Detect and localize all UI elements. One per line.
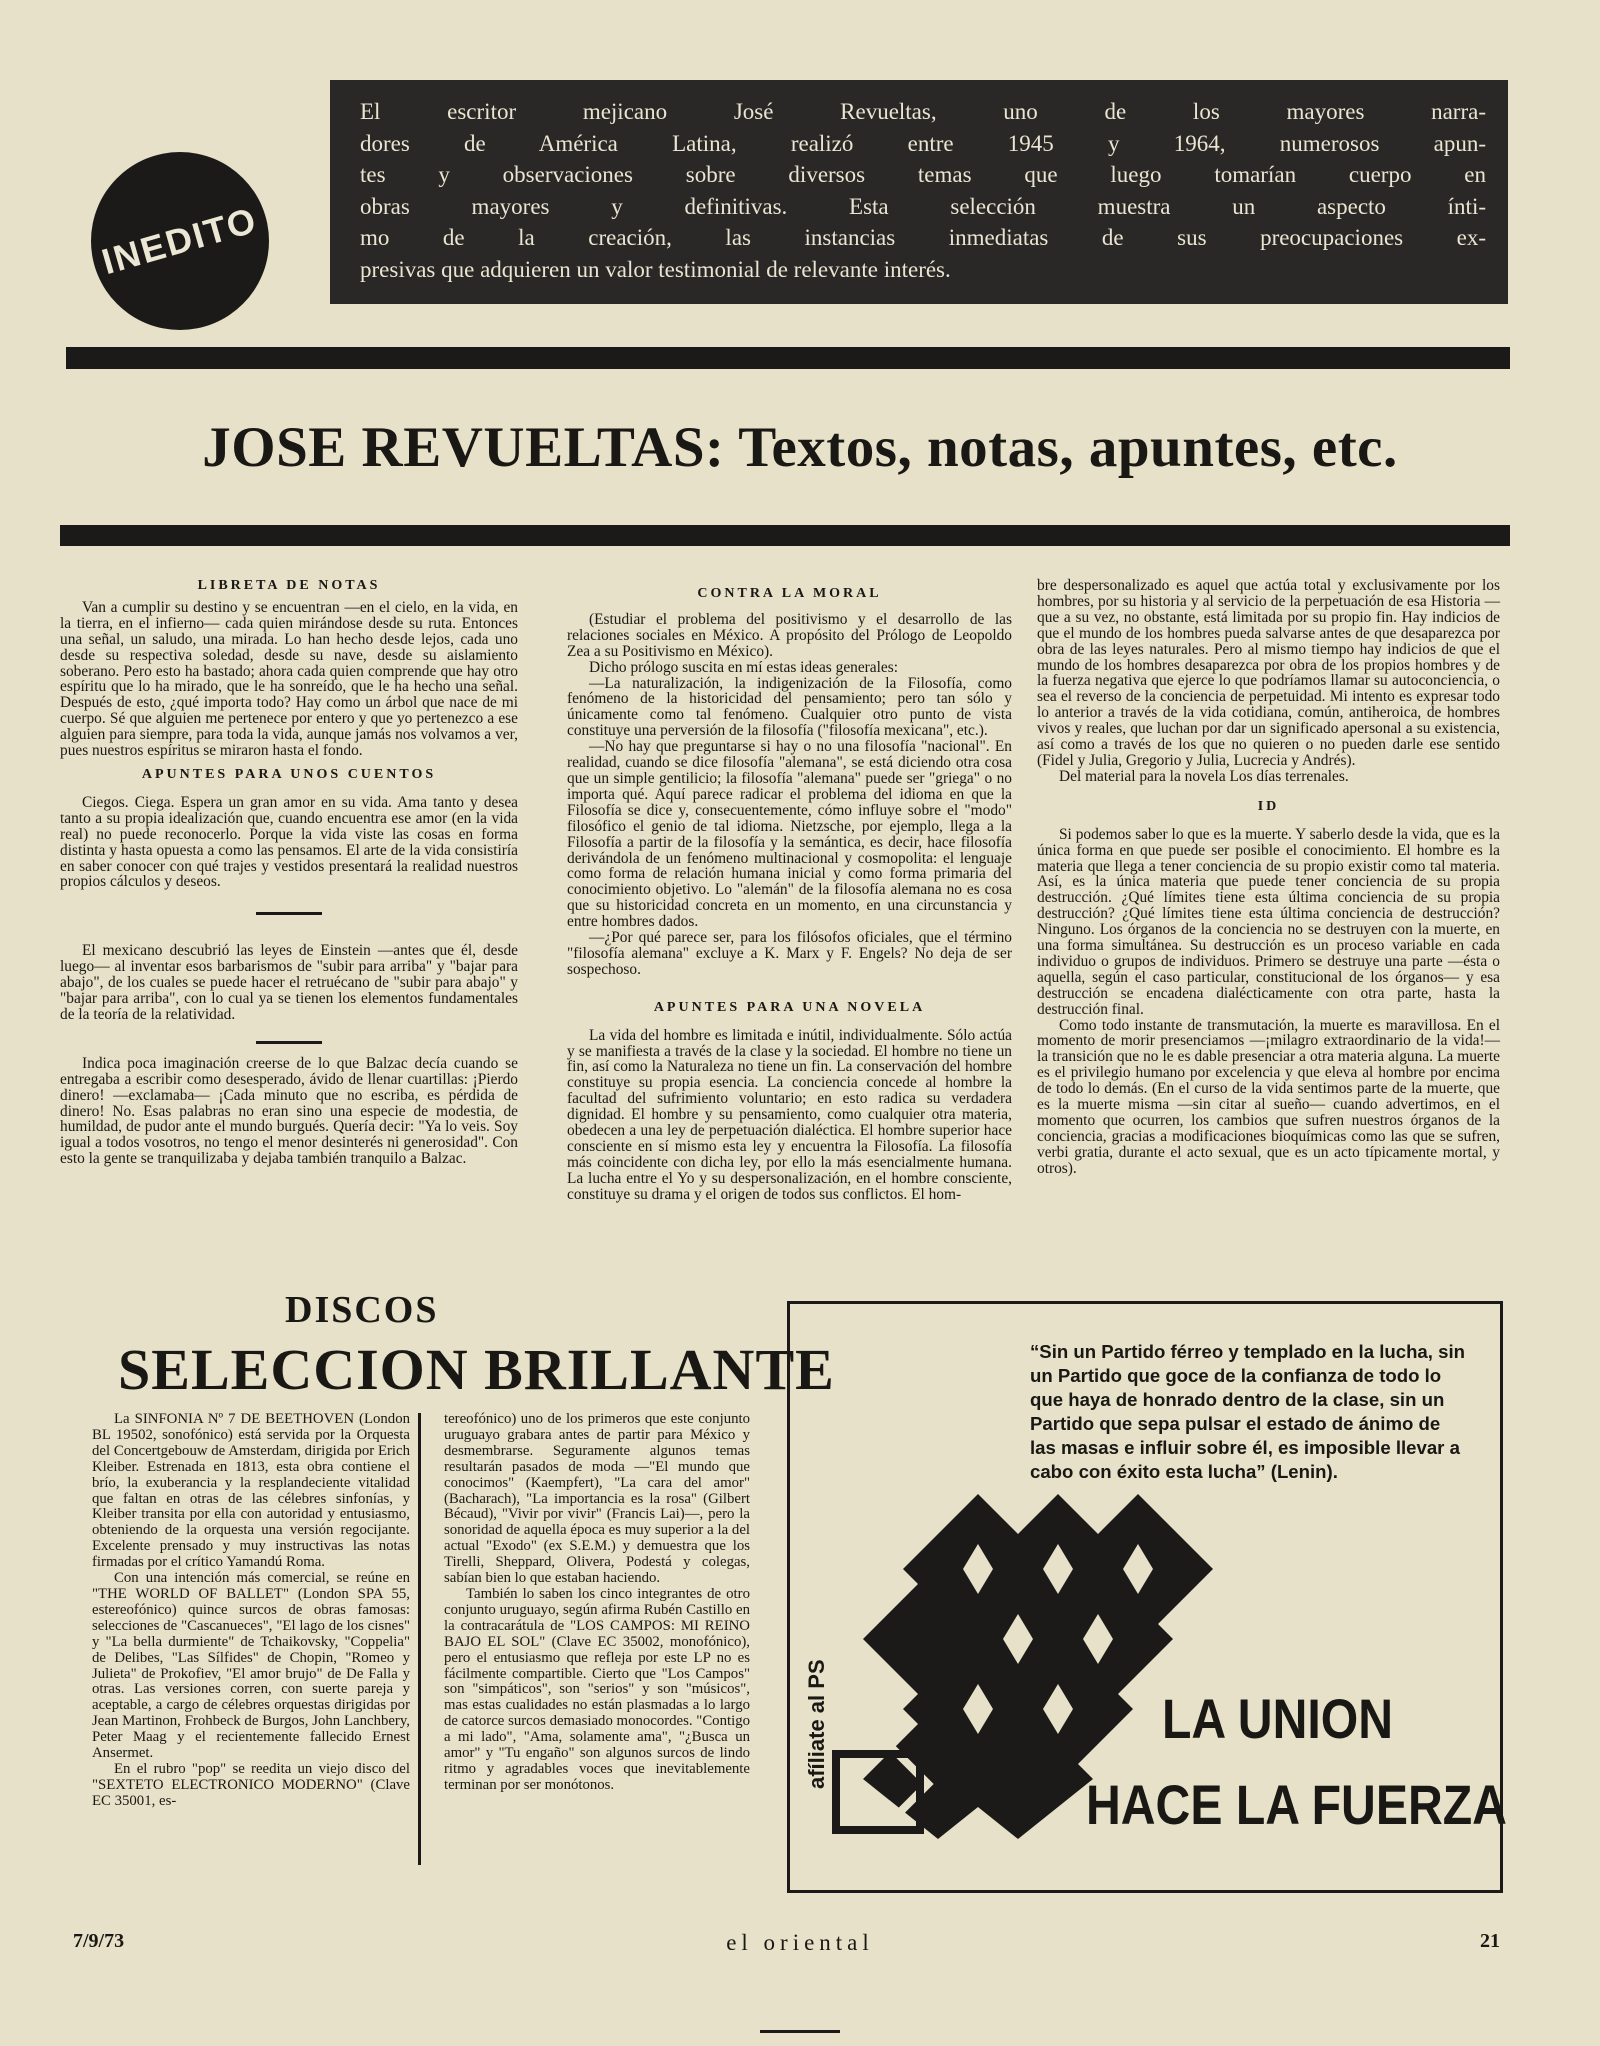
paragraph: Con una intención más comercial, se reúne en "THE WORLD OF BALLET" (London SPA 55, estereofónico) quince surcos de obras famosas: selecciones de "Cascanueces", "El lago de los cisnes" y "La bella durmiente" de Tchaikovsky, "Coppelia" de Delibes, "Las Sílfides" de Chopin, "Romeo y Julieta" de Prokofiev, "El amor brujo" de De Falla y otras. Las versiones corren, con suerte pareja y aceptable, a cargo de célebres orquestas dirigidas por Jean Martinon, Frohbeck de Burgos, John Lanchbery, Peter Maag y el recientemente fallecido Ernest Ansermet. — [92, 1570, 410, 1762]
discos-title: SELECCION BRILLANTE — [118, 1337, 835, 1402]
paragraph: La vida del hombre es limitada e inútil, individualmente. Sólo actúa y se manifiesta a través de la clase y la sociedad. El hombre no tiene un fin, así como la Naturaleza no tiene un fin. La conservación del hombre constituye su propia esencia. La conciencia concede al hombre la facultad del sufrimiento voluntario; en esto radica su verdadera dignidad. El hombre y su pensamiento, como cualquier otra materia, obedecen a una ley de perpetuación dialéctica. El hombre superior hace consciente en sí mismo esta ley y encuentra la Filosofía. La filosofía más coincidente con dicha ley, por ello la más esencialmente humana. La lucha entre el Yo y su despersonalización, en el hombre consciente, constituye su drama y el origen de todos sus conflictos. El hom- — [567, 1026, 1012, 1203]
paragraph: —¿Por qué parece ser, para los filósofos oficiales, que el término "filosofía alemana" excluye a K. Marx y F. Engels? No deja de ser sospechoso. — [567, 929, 1012, 978]
discos-column-1 — [92, 1412, 410, 1810]
paragraph: Si podemos saber lo que es la muerte. Y saberlo desde la vida, que es la única forma en que puede ser posible el conocimiento. El hombre es la materia que llega a tener conciencia de su propio existir como tal materia. Así, es la única materia que puede tener conciencia de su propia destrucción. ¿Qué límites tiene esta última conciencia de su propia destrucción? ¿Qué límites tiene esta última conciencia de destrucción? Ninguno. Los órganos de la conciencia no se destruyen con la muerte, en una forma simultánea. Su destrucción es un proceso variable en cada individuo o grupos de individuos. Primero se destruye una parte —ésta o aquella, según el caso particular, constitucional de los órganos— y esa destrucción se encadena dialécticamente con otra parte, hasta la destrucción final. — [1037, 825, 1500, 1018]
intro-line: dores de América Latina, realizó entre 1945 y 1964, numerosos apun- — [360, 130, 1486, 156]
column-rule — [418, 1413, 421, 1865]
section-heading: CONTRA LA MORAL — [697, 586, 882, 601]
paragraph: (Estudiar el problema del positivismo y el desarrollo de las relaciones sociales en México. A propósito del Prólogo de Leopoldo Zea a su Positivismo en México). — [567, 610, 1012, 660]
paragraph: Como todo instante de transmutación, la muerte es maravillosa. En el momento de morir presenciamos —¡milagro extraordinario de la vida!— la transición que no le es dable presenciar a otra materia alguna. La muerte es el privilegio humano por excelencia y que eleva al hombre por encima de todo lo demás. (En el curso de la vida sentimos parte de la muerte, que es la muerte misma —sin citar al sueño— cuando advertimos, en el momento que ocurren, los cambios que sufren nuestros órganos de la conciencia, gracias a modificaciones bioquímicas como las que se sufren, verbi gratia, durante el acto sexual, que es un acto típicamente mortal, y otros). — [1037, 1016, 1500, 1177]
section-heading: APUNTES PARA UNOS CUENTOS — [141, 766, 437, 782]
ad-vertical-text-box — [804, 1639, 844, 1819]
ad-vertical-text: afíliate al PS — [804, 1659, 829, 1789]
paragraph: También lo saben los cinco integrantes de otro conjunto uruguayo, según afirma Rubén Castillo en la contracarátula de "LOS CAMPOS: MI REINO BAJO EL SOL" (Clave EC 35002, monofónico), pero el entusiasmo que refleja por este LP no es fácilmente compartible. Cierto que "Los Campos" son "simpáticos", son "serios" y son "músicos", mas estas cualidades no están plasmadas a lo largo de catorce surcos demasiado monocordes. "Contigo a mi lado", "Ama, solamente ama", "¿Busca un amor" y "Tu engaño" son algunos surcos de lindo ritmo y agradables voces que inevitablemente terminan por ser monótonos. — [444, 1585, 751, 1793]
paragraph: El mexicano descubrió las leyes de Einstein —antes que él, desde luego— al inventar esos barbarismos de "subir para arriba" y "bajar para abajo", de los cuales se puede hacer el retruécano de "subir para abajo" y "bajar para arriba", con lo cual ya se tienen los elementos fundamentales de la teoría de la relatividad. — [60, 942, 518, 1023]
party-ad — [787, 1301, 1507, 1893]
ad-quote: “Sin un Partido férreo y templado en la lucha, sin un Partido que goce de la confianza de todo lo que haya de honrado dentro de la clase, sin un Partido que sepa pulsar el estado de ánimo de las masas e influir sobre él, es imposible llevar a cabo con éxito esta lucha” (Lenin). — [1030, 1341, 1465, 1482]
footer-date: 7/9/73 — [73, 1930, 125, 1952]
paragraph: Dicho prólogo suscita en mí estas ideas generales: — [589, 658, 899, 676]
section-heading: APUNTES PARA UNA NOVELA — [653, 999, 926, 1015]
paragraph: —No hay que preguntarse si hay o no una filosofía "nacional". En realidad, cuando se dice filosofía "alemana", se está diciendo otra cosa que un simple gentilicio; la filosofía "alemana" puede ser "griega" o no importa qué. Aquí parece radicar el problema del idioma en que la Filosofía se dice y, consecuentemente, cómo influye sobre el "modo" filosófico el genio de tal idioma. Nietzsche, por ejemplo, llega a la Filosofía a partir de la filosofía y la semántica, es decir, hace filosofía derivándola de un fenómeno multinacional y cosmopolita: el lenguaje como forma de relación humana inicial y como forma primaria del conocimiento objetivo. Lo "alemán" de la filosofía alemana no es cosa que su historicidad concreta en un momento, en una circunstancia y entre hombres dados. — [567, 738, 1012, 931]
intro-line: tes y observaciones sobre diversos temas que luego tomarían cuerpo en — [360, 162, 1486, 188]
title-rule — [60, 525, 1510, 546]
section-heading: LIBRETA DE NOTAS — [197, 578, 381, 593]
ad-slogan-line-2: HACE LA FUERZA — [1086, 1773, 1507, 1836]
column-right — [1037, 578, 1500, 1177]
footer-paper: el oriental — [726, 1930, 874, 1955]
top-rule — [66, 347, 1510, 369]
paragraph: La SINFONIA Nº 7 DE BEETHOVEN (London BL 19502, sonofónico) está servida por la Orquesta del Concertgebouw de Amsterdam, dirigida por Erich Kleiber. Estrenada en 1813, esta obra contiene el brío, la exuberancia y la resplandeciente vitalidad que faltan en otras de las célebres sinfonías, y Kleiber transita por ella con autoridad y entusiasmo, obteniendo de la orquesta una versión regocijante. Excelente prensado y muy instructivas las notas firmadas por el crítico Yamandú Roma. — [92, 1411, 410, 1571]
paragraph: Del material para la novela Los días terrenales. — [1059, 767, 1349, 785]
footer-page-number: 21 — [1480, 1930, 1500, 1952]
intro-line: presivas que adquieren un valor testimonial de relevante interés. — [360, 256, 951, 282]
paragraph: bre despersonalizado es aquel que actúa total y exclusivamente por los hombres, por su historia y al servicio de la perpetuación de esa Historia —que a su vez, no obstante, está limitada por su propio fin. Hay indicios de que el mundo de los hombres pueda salvarse antes de que desaparezca por obra de las leyes naturales. Pero al mismo tiempo hay indicios de que el mundo de los hombres desaparezca por obra de los propios hombres y de la fuerza negativa que ejerce lo que podríamos llamar su autoconciencia, o sea el reverso de la conciencia de perpetuidad. Mi intento es expresar todo lo anterior a través de la vida cotidiana, común, antiheroica, de hombres vivos y reales, que luchan por dar un significado apersonal a su existencia, así como a través de los que no quieren o no pueden darle ese sentido (Fidel y Julia, Gregorio y Julia, Lucrecia y Andrés). — [1037, 577, 1500, 769]
badge-label: INEDITO — [97, 198, 263, 283]
column-left — [60, 578, 518, 1167]
intro-box — [330, 80, 1508, 304]
column-middle — [567, 586, 1012, 1203]
intro-line: mo de la creación, las instancias inmediatas de sus preocupaciones ex- — [360, 225, 1486, 251]
paragraph: Ciegos. Ciega. Espera un gran amor en su vida. Ama tanto y desea tanto a su propia idealización que, cuando encuentra ese amor (en la vida real) no puede reconocerlo. Porque la vida viste las cosas en forma distinta y hasta opuesta a como las pensamos. El arte de la vida consistiría en saber conocer con qué trajes y vestidos presentará la realidad nuestros propios cálculos y deseos. — [60, 793, 518, 891]
ad-slogan-line-1: LA UNION — [1162, 1687, 1393, 1750]
paragraph: En el rubro "pop" se reedita un viejo disco del "SEXTETO ELECTRONICO MODERNO" (Clave EC 35001, es- — [92, 1760, 410, 1809]
paragraph: tereofónico) uno de los primeros que este conjunto uruguayo grabara antes de partir para México y desmembrarse. Seguramente algunos temas resultarán pasados de moda —"El mundo que conocimos" (Kaempfert), "La cara del amor" (Bacharach), "La importancia es la rosa" (Gilbert Bécaud), "Vivir por vivir" (Francis Lai)—, pero la sonoridad de aquella época es muy superior a la del actual "Exodo" (ex S.E.M.) y demuestra que los Tirelli, Sheppard, Olivera, Podestá y colegas, sabían bien lo que estaban haciendo. — [444, 1411, 750, 1587]
page-title: JOSE REVUELTAS: Textos, notas, apuntes, etc. — [202, 416, 1398, 479]
paragraph: Van a cumplir su destino y se encuentran —en el cielo, en la vida, en la tierra, en el infierno— cada quien mirándose desde su ruta. Entonces una señal, un saludo, una mirada. Lo han hecho desde lejos, cada uno desde su respectiva soledad, desde su nave, desde su aislamiento soberano. Pero esto ha bastado; ahora cada quien comprende que hay otro espíritu que lo ha mirado, que le ha sonreído, que le ha hecho una señal. Después de esto, ¿qué importa todo? Hay como un árbol que nace de mi cuerpo. Sé que alguien me pertenece por entero y que yo pertenezco a ese alguien para siempre, para toda la vida, aunque jamás nos volvamos a ver, pues nuestros espíritus se miraron hasta el fondo. — [60, 598, 518, 760]
inedito-badge — [91, 152, 269, 330]
paragraph: —La naturalización, la indigenización de la Filosofía, como fenómeno de la historicidad del pensamiento; pero tan sólo y únicamente como tal fenómeno. Cualquier otro punto de vista constituye una perversión de la filosofía ("filosofía mexicana", etc.). — [567, 674, 1012, 740]
discos-column-2 — [444, 1412, 750, 1794]
section-heading: ID — [1257, 798, 1280, 814]
intro-line: El escritor mejicano José Revueltas, uno de los mayores narra- — [360, 99, 1486, 124]
bottom-rule — [760, 2030, 840, 2033]
paragraph: Indica poca imaginación creerse de lo que Balzac decía cuando se entregaba a escribir como desesperado, ávido de llenar cuartillas: ¡Pierdo dinero! —exclamaba— ¡Cada minuto que no escriba, es pérdida de dinero! No. Esas palabras no eran sino una especie de modestia, de humildad, de pudor ante el mundo burgués. Quería decir: "Ya lo veis. Soy igual a todos vosotros, no tengo el menor desinterés ni generosidad". Con esto la gente se tranquilizaba y dejaba también tranquilo a Balzac. — [60, 1054, 518, 1168]
intro-line: obras mayores y definitivas. Esta selección muestra un aspecto ínti- — [360, 193, 1486, 219]
discos-kicker: DISCOS — [285, 1289, 439, 1331]
